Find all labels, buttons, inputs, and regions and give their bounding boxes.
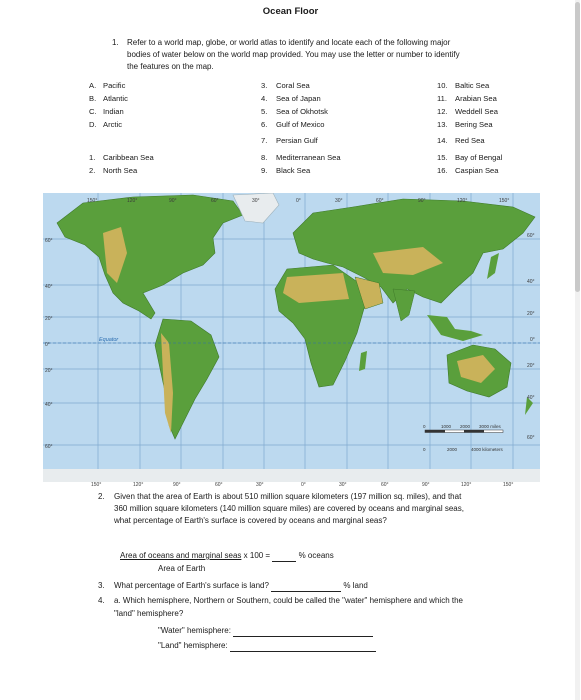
- bottom-lon-label: 120°: [461, 482, 472, 488]
- left-lat-label: 0°: [45, 342, 50, 348]
- sea-name-12: Weddell Sea: [455, 107, 498, 116]
- top-lon-label: 60°: [376, 198, 384, 204]
- top-lon-label: 120°: [457, 198, 468, 204]
- sea-name-15: Bay of Bengal: [455, 153, 503, 162]
- sea-key-13: 13.: [437, 120, 448, 129]
- sea-key-4: 4.: [261, 94, 268, 103]
- q2-denominator: Area of Earth: [158, 564, 206, 573]
- vertical-scrollbar[interactable]: [575, 0, 580, 700]
- sea-key-14: 14.: [437, 136, 448, 145]
- bottom-lon-label: 0°: [301, 482, 306, 488]
- q4-water-label: "Water" hemisphere:: [158, 626, 231, 635]
- scale-mile-label: 2000: [460, 424, 471, 429]
- right-lat-label: 20°: [527, 311, 535, 317]
- scale-km-label: 4000 kilometers: [471, 447, 503, 452]
- left-lat-label: 20°: [45, 316, 53, 322]
- sea-name-5: Sea of Okhotsk: [276, 107, 328, 116]
- q2-answer-blank[interactable]: [272, 553, 296, 562]
- q2-line-3: what percentage of Earth's surface is covered by oceans and marginal seas?: [114, 516, 387, 525]
- left-lat-label: 60°: [45, 238, 53, 244]
- top-lon-label: 90°: [418, 198, 426, 204]
- q1-line-1: Refer to a world map, globe, or world atlas to identify and locate each of the following major: [127, 38, 451, 47]
- bottom-lon-label: 90°: [422, 482, 430, 488]
- q4-water-row: [158, 625, 373, 637]
- q4-land-blank[interactable]: [230, 643, 376, 652]
- sea-key-7: 7.: [261, 136, 268, 145]
- scale-km-label: 0: [423, 447, 426, 452]
- left-lat-label: 60°: [45, 444, 53, 450]
- sea-key-3: 3.: [261, 81, 268, 90]
- bottom-lon-label: 90°: [173, 482, 181, 488]
- q2-number: 2.: [98, 492, 105, 501]
- scale-km-label: 2000: [447, 447, 458, 452]
- sea-key-10: 10.: [437, 81, 448, 90]
- bottom-lon-label: 150°: [503, 482, 514, 488]
- sea-name-10: Baltic Sea: [455, 81, 490, 90]
- sea-key-5: 5.: [261, 107, 268, 116]
- world-map: [43, 193, 540, 482]
- sea-name-9: Black Sea: [276, 166, 311, 175]
- q3-answer-blank[interactable]: [271, 583, 341, 592]
- q4-land-row: [158, 640, 376, 652]
- top-lon-label: 90°: [169, 198, 177, 204]
- scale-mile-label: 1000: [441, 424, 452, 429]
- bottom-lon-label: 120°: [133, 482, 144, 488]
- right-lat-label: 60°: [527, 435, 535, 441]
- top-lon-label: 0°: [296, 198, 301, 204]
- bottom-lon-label: 60°: [381, 482, 389, 488]
- sea-key-15: 15.: [437, 153, 448, 162]
- q4-land-label: "Land" hemisphere:: [158, 641, 228, 650]
- top-lon-label: 120°: [127, 198, 138, 204]
- right-lat-label: 20°: [527, 363, 535, 369]
- sea-key-9: 9.: [261, 166, 268, 175]
- sea-key-1: 1.: [89, 153, 96, 162]
- bottom-lon-label: 30°: [256, 482, 264, 488]
- q2-result-suffix: % oceans: [298, 551, 334, 560]
- ocean-name-b: Atlantic: [103, 94, 128, 103]
- top-lon-label: 30°: [335, 198, 343, 204]
- q3-text: What percentage of Earth's surface is land?: [114, 581, 269, 590]
- sea-name-13: Bering Sea: [455, 120, 493, 129]
- sahara: [283, 273, 349, 303]
- q1-line-3: the features on the map.: [127, 62, 214, 71]
- sea-key-2: 2.: [89, 166, 96, 175]
- sea-key-8: 8.: [261, 153, 268, 162]
- ocean-name-a: Pacific: [103, 81, 126, 90]
- sea-name-4: Sea of Japan: [276, 94, 321, 103]
- scrollbar-thumb[interactable]: [575, 2, 580, 292]
- antarctica: [43, 469, 540, 482]
- top-lon-label: 30°: [252, 198, 260, 204]
- sea-name-6: Gulf of Mexico: [276, 120, 325, 129]
- sea-key-16: 16.: [437, 166, 448, 175]
- q3-suffix: % land: [343, 581, 368, 590]
- q2-line-1: Given that the area of Earth is about 510 million square kilometers (197 million sq. miles), and that: [114, 492, 462, 501]
- bottom-lon-label: 60°: [215, 482, 223, 488]
- scale-mile-label: 3000 miles: [479, 424, 501, 429]
- sea-key-12: 12.: [437, 107, 448, 116]
- ocean-name-c: Indian: [103, 107, 124, 116]
- left-lat-label: 40°: [45, 284, 53, 290]
- left-lat-label: 40°: [45, 402, 53, 408]
- top-lon-label: 150°: [87, 198, 98, 204]
- sea-name-8: Mediterranean Sea: [276, 153, 341, 162]
- left-lat-label: 20°: [45, 368, 53, 374]
- sea-key-6: 6.: [261, 120, 268, 129]
- sea-name-2: North Sea: [103, 166, 138, 175]
- q4-line-2: "land" hemisphere?: [114, 609, 184, 618]
- sea-name-11: Arabian Sea: [455, 94, 497, 103]
- ocean-key-a: A.: [89, 81, 97, 90]
- bottom-lon-label: 30°: [339, 482, 347, 488]
- sea-name-3: Coral Sea: [276, 81, 310, 90]
- q2-numerator: Area of oceans and marginal seas: [120, 551, 242, 560]
- q4-number: 4.: [98, 596, 105, 605]
- ocean-key-b: B.: [89, 94, 97, 103]
- sea-name-1: Caribbean Sea: [103, 153, 154, 162]
- q3-number: 3.: [98, 581, 105, 590]
- q2-formula: [120, 550, 334, 562]
- equator-label: Equator: [99, 337, 119, 343]
- sea-name-16: Caspian Sea: [455, 166, 499, 175]
- q2-times: x 100 =: [243, 551, 271, 560]
- scale-mile-label: 0: [423, 424, 426, 429]
- top-lon-label: 60°: [211, 198, 219, 204]
- q3-row: [114, 580, 368, 592]
- sea-key-11: 11.: [437, 94, 447, 103]
- right-lat-label: 60°: [527, 233, 535, 239]
- q1-line-2: bodies of water below on the world map provided. You may use the letter or number to identify: [127, 50, 460, 59]
- sea-name-7: Persian Gulf: [276, 136, 318, 145]
- q4-water-blank[interactable]: [233, 628, 373, 637]
- ocean-key-c: C.: [89, 107, 97, 116]
- q2-line-2: 360 million square kilometers (140 million square miles) are covered by oceans and marginal seas,: [114, 504, 464, 513]
- ocean-key-d: D.: [89, 120, 97, 129]
- q4-line-1: a. Which hemisphere, Northern or Southern, could be called the "water" hemisphere and which the: [114, 596, 463, 605]
- sea-name-14: Red Sea: [455, 136, 485, 145]
- right-lat-label: 0°: [530, 337, 535, 343]
- top-lon-label: 150°: [499, 198, 510, 204]
- ocean-name-d: Arctic: [103, 120, 122, 129]
- right-lat-label: 40°: [527, 279, 535, 285]
- right-lat-label: 40°: [527, 395, 535, 401]
- page-title: Ocean Floor: [262, 6, 319, 17]
- bottom-lon-label: 150°: [91, 482, 102, 488]
- q1-number: 1.: [112, 38, 119, 47]
